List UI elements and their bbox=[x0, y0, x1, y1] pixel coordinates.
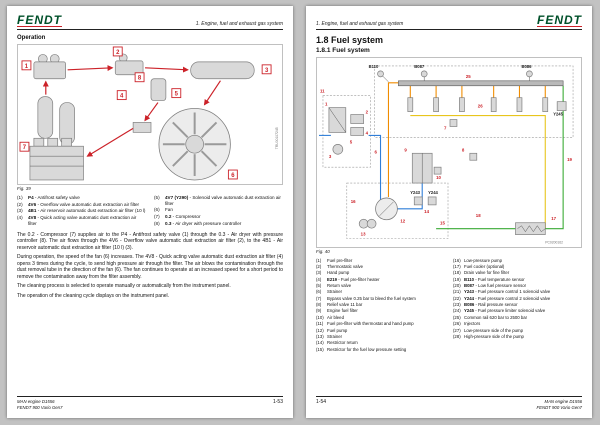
legend-item-desc: Fuel pump bbox=[327, 327, 348, 333]
page-left bbox=[7, 6, 293, 418]
legend-item-text bbox=[28, 195, 146, 201]
legend-item-desc: Relief valve 11 bar bbox=[327, 302, 363, 308]
page-number: 1-53 bbox=[272, 399, 283, 406]
hand-pump bbox=[333, 144, 343, 154]
high-pressure-pump bbox=[376, 198, 398, 220]
page-number: 1-54 bbox=[316, 399, 327, 406]
legend-item-number: (3) bbox=[316, 270, 322, 276]
footer-model-info bbox=[17, 399, 62, 411]
legend-item-number: (1) bbox=[316, 257, 322, 263]
legend-item-number: (7) bbox=[154, 214, 160, 220]
legend-item-number: (1) bbox=[17, 194, 23, 200]
chapter-title: 1. Engine, fuel and exhaust gas system bbox=[195, 21, 283, 27]
legend-item-desc: Low-pressure side of the pump bbox=[464, 327, 523, 333]
figure-40-diagram bbox=[316, 57, 582, 248]
page-header bbox=[17, 14, 283, 30]
legend-item-text bbox=[464, 289, 582, 294]
callout-6 bbox=[228, 170, 237, 179]
svg-text:8: 8 bbox=[461, 147, 465, 153]
legend-item-desc: - Fuel temperature sensor bbox=[474, 276, 525, 282]
legend-item-number: (8) bbox=[154, 220, 160, 226]
legend-item bbox=[453, 289, 582, 294]
legend-item-desc: Fuel pre-filter bbox=[327, 257, 353, 263]
body-paragraph: The cleaning process is selected to operate manually or automatically from the instrument panel. bbox=[17, 283, 231, 290]
legend-item-text bbox=[327, 296, 445, 301]
legend-item-text bbox=[327, 277, 445, 282]
legend-item bbox=[453, 328, 582, 333]
pneumatic-diagram bbox=[18, 45, 282, 184]
legend-item-text bbox=[327, 308, 445, 313]
air-reservoir bbox=[191, 62, 255, 79]
svg-text:4: 4 bbox=[120, 93, 124, 100]
page-footer bbox=[316, 396, 582, 411]
svg-text:14: 14 bbox=[424, 208, 430, 214]
svg-text:1: 1 bbox=[24, 63, 29, 70]
legend-item-text bbox=[327, 270, 445, 275]
legend-item-text bbox=[327, 264, 445, 269]
legend-item-number: (27) bbox=[453, 327, 461, 333]
body-paragraph: During operation, the speed of the fan (6) increases. The 4V8 - Quick acting valve automatic dust extraction air filter (4) opens 3 times during the cycle, to send high pressure air through the filter. The air blows the contamination through the dust removal tube in the direction of the fan (6). The fan continues to operate at an increased speed for a short period to remove the contamination away from the filter assembly. bbox=[17, 254, 283, 280]
legend-column-1 bbox=[17, 195, 146, 228]
page-right bbox=[306, 6, 592, 418]
legend-item bbox=[316, 283, 445, 288]
legend-item-number: (18) bbox=[453, 270, 461, 276]
common-rail bbox=[398, 81, 563, 86]
legend-item bbox=[316, 334, 445, 339]
legend-item-text bbox=[327, 302, 445, 307]
legend-item bbox=[453, 264, 582, 269]
legend-item-number: (12) bbox=[316, 327, 324, 333]
engine-block bbox=[30, 138, 84, 180]
legend-item-text bbox=[327, 321, 445, 326]
body-paragraph: The operation of the cleaning cycle displays on the instrument panel. bbox=[17, 292, 170, 299]
svg-text:8: 8 bbox=[137, 75, 142, 82]
bypass-valve bbox=[450, 120, 457, 127]
legend-item-number: (7) bbox=[316, 295, 322, 301]
legend-item-code: 4V7 (Y290) bbox=[165, 194, 189, 200]
legend-item-desc: - Rail pressure sensor bbox=[474, 302, 518, 308]
figure-legend bbox=[17, 195, 283, 228]
legend-item bbox=[453, 334, 582, 339]
legend-item-code: Y245 bbox=[464, 308, 475, 314]
footer-tractor: FENDT 900 Vario Gen7 bbox=[17, 405, 63, 411]
fendt-logo: FENDT bbox=[537, 13, 582, 27]
legend-item-text bbox=[464, 296, 582, 301]
legend-item bbox=[316, 321, 445, 326]
legend-item-text bbox=[464, 283, 582, 288]
legend-item-text bbox=[464, 302, 582, 307]
fan bbox=[159, 109, 230, 180]
dust-extraction-valve bbox=[133, 122, 151, 132]
legend-item-number: (26) bbox=[453, 321, 461, 327]
legend-item bbox=[316, 308, 445, 313]
legend-item-desc: Bypass valve 0.25 bar to bleed the fuel system bbox=[327, 295, 416, 301]
legend-item bbox=[453, 296, 582, 301]
legend-item bbox=[316, 347, 445, 352]
svg-text:Y243: Y243 bbox=[410, 189, 421, 195]
legend-item-desc: Strainer bbox=[327, 289, 343, 295]
legend-item-number: (13) bbox=[316, 333, 324, 339]
legend-item-code: Y243 bbox=[464, 289, 475, 295]
legend-item-code: E219 bbox=[327, 276, 338, 282]
legend-item-text bbox=[464, 270, 582, 275]
legend-item bbox=[316, 302, 445, 307]
page-header bbox=[316, 14, 582, 30]
legend-item-desc: Injectors bbox=[464, 321, 481, 327]
legend-item-text bbox=[327, 328, 445, 333]
legend-item-number: (6) bbox=[154, 207, 160, 213]
legend-item-text bbox=[464, 277, 582, 282]
legend-item-number: (4) bbox=[316, 276, 322, 282]
legend-item-desc: - Low fuel pressure sensor bbox=[474, 283, 527, 288]
callout-3 bbox=[262, 65, 271, 74]
footer-tractor: FENDT 900 Vario Gen7 bbox=[536, 405, 582, 411]
legend-item bbox=[154, 221, 283, 227]
svg-text:9: 9 bbox=[404, 147, 407, 153]
air-tanks bbox=[38, 97, 75, 145]
legend-item-desc: Strainer bbox=[327, 333, 343, 339]
legend-item-desc: Hand pump bbox=[327, 270, 350, 276]
legend-item bbox=[17, 195, 146, 201]
legend-item-code: 0.2 bbox=[165, 214, 172, 220]
fendt-logo: FENDT bbox=[17, 13, 62, 27]
svg-text:15: 15 bbox=[440, 220, 445, 226]
fuel-system-schematic bbox=[317, 58, 581, 247]
legend-item-number: (4) bbox=[17, 215, 23, 221]
relief-valve bbox=[470, 153, 477, 160]
legend-item bbox=[453, 283, 582, 288]
return-valve bbox=[434, 167, 441, 174]
body-text bbox=[17, 232, 283, 300]
legend-item-code: Y244 bbox=[464, 295, 475, 301]
legend-item-text bbox=[327, 283, 445, 288]
callout-8 bbox=[135, 73, 144, 82]
figure-caption: Fig. 40 bbox=[316, 248, 330, 254]
legend-item-number: (9) bbox=[316, 308, 322, 314]
legend-item-number: (6) bbox=[316, 289, 322, 295]
svg-text:6: 6 bbox=[231, 172, 235, 179]
legend-item-number: (5) bbox=[154, 194, 160, 200]
legend-item bbox=[316, 328, 445, 333]
legend-item-number: (21) bbox=[453, 289, 461, 295]
legend-item-desc: Drain valve for fine filter bbox=[464, 270, 510, 276]
prefilter-heater bbox=[351, 127, 364, 135]
legend-item-number: (23) bbox=[453, 302, 461, 308]
legend-item bbox=[316, 289, 445, 294]
diagram-labels bbox=[320, 64, 573, 237]
figure-legend bbox=[316, 258, 582, 353]
section-label: Operation bbox=[17, 35, 46, 41]
svg-text:12: 12 bbox=[400, 218, 406, 224]
legend-item-code: 4V6 bbox=[28, 201, 37, 207]
legend-item-number: (5) bbox=[316, 283, 322, 288]
legend-item-desc: High-pressure side of the pump bbox=[464, 333, 524, 339]
svg-text:11: 11 bbox=[319, 88, 325, 94]
legend-item-text bbox=[327, 347, 445, 352]
legend-item-number: (10) bbox=[316, 314, 324, 320]
legend-item bbox=[316, 264, 445, 269]
gear-pump bbox=[359, 219, 376, 228]
fuel-cooler bbox=[515, 223, 545, 235]
svg-text:25: 25 bbox=[465, 73, 471, 79]
legend-item-number: (14) bbox=[316, 340, 324, 346]
legend-item-number: (3) bbox=[17, 208, 23, 214]
legend-item-code: 0.3 bbox=[165, 220, 172, 226]
chapter-title: 1. Engine, fuel and exhaust gas system bbox=[316, 21, 404, 27]
legend-item-text bbox=[165, 221, 283, 227]
svg-text:Y244: Y244 bbox=[428, 189, 438, 195]
svg-text:6: 6 bbox=[374, 149, 378, 155]
legend-item bbox=[17, 215, 146, 226]
legend-item bbox=[316, 296, 445, 301]
legend-item-desc: Fuel cooler (optional) bbox=[464, 263, 505, 269]
legend-item-number: (15) bbox=[316, 346, 324, 352]
legend-item bbox=[154, 207, 283, 213]
legend-item-text bbox=[327, 340, 445, 345]
legend-item-code: B086 bbox=[464, 302, 475, 308]
legend-item-number: (2) bbox=[316, 263, 322, 269]
svg-text:26: 26 bbox=[477, 103, 483, 109]
figure-caption: Fig. 39 bbox=[17, 185, 31, 191]
fuel-prefilter bbox=[329, 108, 346, 133]
legend-item bbox=[316, 258, 445, 263]
legend-item-desc: Low-pressure pump bbox=[464, 257, 502, 263]
legend-item bbox=[17, 208, 146, 214]
footer-model-info bbox=[537, 399, 582, 411]
svg-text:Y245: Y245 bbox=[553, 111, 563, 117]
legend-item-desc: Return valve bbox=[327, 283, 352, 288]
legend-item-desc: - Antifrost safety valve bbox=[33, 194, 80, 200]
svg-text:7: 7 bbox=[444, 125, 447, 131]
legend-item-text bbox=[327, 334, 445, 339]
legend-item-text bbox=[165, 214, 283, 220]
legend-item-text bbox=[165, 195, 283, 206]
legend-item-number: (20) bbox=[453, 283, 461, 288]
legend-item-text bbox=[464, 315, 582, 320]
svg-text:3: 3 bbox=[328, 154, 332, 160]
legend-column-1 bbox=[316, 258, 445, 353]
legend-item-text bbox=[165, 207, 283, 213]
svg-text:7: 7 bbox=[22, 145, 27, 152]
legend-item-desc: Restrictor return bbox=[327, 340, 358, 346]
legend-item-text bbox=[464, 334, 582, 339]
legend-item-text bbox=[28, 208, 146, 214]
svg-text:5: 5 bbox=[349, 139, 353, 145]
legend-item bbox=[316, 315, 445, 320]
legend-item-desc: - Compressor bbox=[171, 214, 201, 220]
legend-item-text bbox=[464, 258, 582, 263]
legend-item-text bbox=[28, 202, 146, 208]
subsection-heading: 1.8.1 Fuel system bbox=[316, 47, 370, 54]
valve-assembly-2 bbox=[115, 54, 143, 75]
legend-item-number: (11) bbox=[316, 321, 324, 327]
svg-text:B086: B086 bbox=[521, 63, 532, 69]
footer-engine: MAN engine D1556 bbox=[17, 399, 55, 405]
figure-39-diagram bbox=[17, 44, 283, 185]
svg-text:1: 1 bbox=[324, 101, 328, 107]
callout-2 bbox=[113, 47, 122, 56]
legend-item-code: P4 bbox=[28, 194, 34, 200]
low-fuel-pressure-sensor bbox=[421, 71, 427, 81]
legend-item-number: (17) bbox=[453, 263, 461, 269]
svg-text:5: 5 bbox=[174, 91, 178, 98]
legend-item-number: (25) bbox=[453, 314, 461, 320]
legend-item bbox=[154, 195, 283, 206]
figure-code: PC0200162 bbox=[545, 240, 564, 245]
legend-item-code: 4B1 bbox=[28, 208, 37, 214]
svg-text:16: 16 bbox=[350, 198, 356, 204]
svg-text:B110: B110 bbox=[368, 63, 379, 69]
legend-item bbox=[453, 315, 582, 320]
legend-item bbox=[453, 321, 582, 326]
svg-text:17: 17 bbox=[551, 215, 557, 221]
section-heading: 1.8 Fuel system bbox=[316, 35, 384, 45]
legend-item-text bbox=[464, 308, 582, 313]
svg-text:2: 2 bbox=[365, 109, 369, 115]
legend-item-number: (8) bbox=[316, 302, 322, 308]
footer-engine: MAN engine D1556 bbox=[544, 399, 582, 405]
legend-column-2 bbox=[154, 195, 283, 228]
legend-item-desc: - Fuel pressure limiter solenoid valve bbox=[474, 308, 546, 314]
legend-item-desc: Common rail 620 bar to 2500 bar bbox=[464, 314, 528, 320]
legend-item-number: (28) bbox=[453, 333, 461, 339]
legend-item-text bbox=[464, 264, 582, 269]
legend-item-desc: - Solenoid valve automatic dust extraction air filter bbox=[165, 194, 281, 206]
svg-text:3: 3 bbox=[264, 67, 269, 74]
legend-item-text bbox=[464, 321, 582, 326]
callout-7 bbox=[20, 142, 29, 151]
legend-item-desc: Engine fuel filter bbox=[327, 308, 358, 314]
legend-item bbox=[453, 277, 582, 282]
svg-text:18: 18 bbox=[475, 212, 481, 218]
legend-item-desc: - Fuel pressure control 1 solenoid valve bbox=[474, 289, 551, 295]
fuel-lines bbox=[319, 83, 563, 229]
fuel-temperature-sensor bbox=[378, 71, 389, 82]
legend-item-desc: Air bleed bbox=[327, 314, 344, 320]
legend-item-text bbox=[327, 258, 445, 263]
engine-fuel-filter bbox=[412, 153, 432, 183]
legend-item-desc: Restrictor for the fuel low pressure setting bbox=[327, 346, 407, 352]
svg-text:13: 13 bbox=[360, 231, 366, 237]
legend-column-2 bbox=[453, 258, 582, 353]
legend-item-number: (22) bbox=[453, 295, 461, 301]
legend-item-desc: Thermostatic valve bbox=[327, 263, 364, 269]
legend-item-desc: - Air dryer with pressure controller bbox=[171, 220, 242, 226]
legend-item-text bbox=[327, 315, 445, 320]
legend-item-desc: - Quick acting valve automatic dust extraction air filter bbox=[28, 215, 137, 226]
svg-text:10: 10 bbox=[436, 175, 441, 181]
legend-item bbox=[316, 277, 445, 282]
legend-item bbox=[453, 302, 582, 307]
callout-4 bbox=[117, 91, 126, 100]
legend-item bbox=[453, 270, 582, 275]
legend-item-number: (24) bbox=[453, 308, 461, 314]
legend-item-code: B110 bbox=[464, 276, 475, 282]
legend-item-number: (16) bbox=[453, 257, 461, 263]
legend-item-code: 4V8 bbox=[28, 215, 37, 221]
svg-text:B087: B087 bbox=[414, 63, 425, 69]
legend-item-desc: - Fuel pre-filter heater bbox=[337, 276, 380, 282]
legend-item-desc: - Fuel pressure control 2 solenoid valve bbox=[474, 295, 551, 301]
rail-pressure-sensor bbox=[526, 71, 532, 81]
legend-item-desc: Fan bbox=[165, 207, 173, 213]
legend-item-number: (2) bbox=[17, 201, 23, 207]
legend-item-code: B087 bbox=[464, 283, 475, 288]
legend-item-text bbox=[327, 289, 445, 294]
legend-item-text bbox=[464, 328, 582, 333]
page-footer bbox=[17, 396, 283, 411]
legend-item-desc: - Overflow valve automatic dust extraction air filter bbox=[36, 201, 140, 207]
svg-text:2: 2 bbox=[116, 49, 120, 56]
legend-item bbox=[316, 340, 445, 345]
legend-item bbox=[453, 308, 582, 313]
body-paragraph: The 0.2 - Compressor (7) supplies air to the P4 - Antifrost safety valve (1) through the 0.3 - Air dryer with pressure controller (8). The air flows through the 4V6 - Overflow valve automatic dust extraction air filter (2), to the 4B1 - Air reservoir automatic dust extraction air filter (10 l) (3). bbox=[17, 231, 283, 251]
legend-item bbox=[453, 258, 582, 263]
svg-text:19: 19 bbox=[567, 157, 572, 163]
air-dryer bbox=[151, 79, 166, 101]
legend-item-text bbox=[28, 215, 146, 226]
thermostatic-valve bbox=[351, 115, 364, 124]
legend-item-desc: - Air reservoir automatic dust extraction air filter (10 l) bbox=[36, 208, 146, 214]
valve-assembly-1 bbox=[34, 54, 66, 78]
figure-code: TRU00107245 bbox=[275, 127, 280, 150]
svg-text:4: 4 bbox=[365, 130, 369, 136]
legend-item-number: (19) bbox=[453, 276, 461, 282]
legend-item bbox=[17, 202, 146, 208]
callout-1 bbox=[22, 61, 31, 70]
pressure-control-valves bbox=[414, 197, 436, 205]
callout-5 bbox=[172, 89, 181, 98]
legend-item bbox=[316, 270, 445, 275]
legend-item-desc: Fuel pre-filter with thermostat and hand pump bbox=[327, 321, 414, 327]
legend-item bbox=[154, 214, 283, 220]
pressure-limiter-valve bbox=[557, 102, 566, 111]
